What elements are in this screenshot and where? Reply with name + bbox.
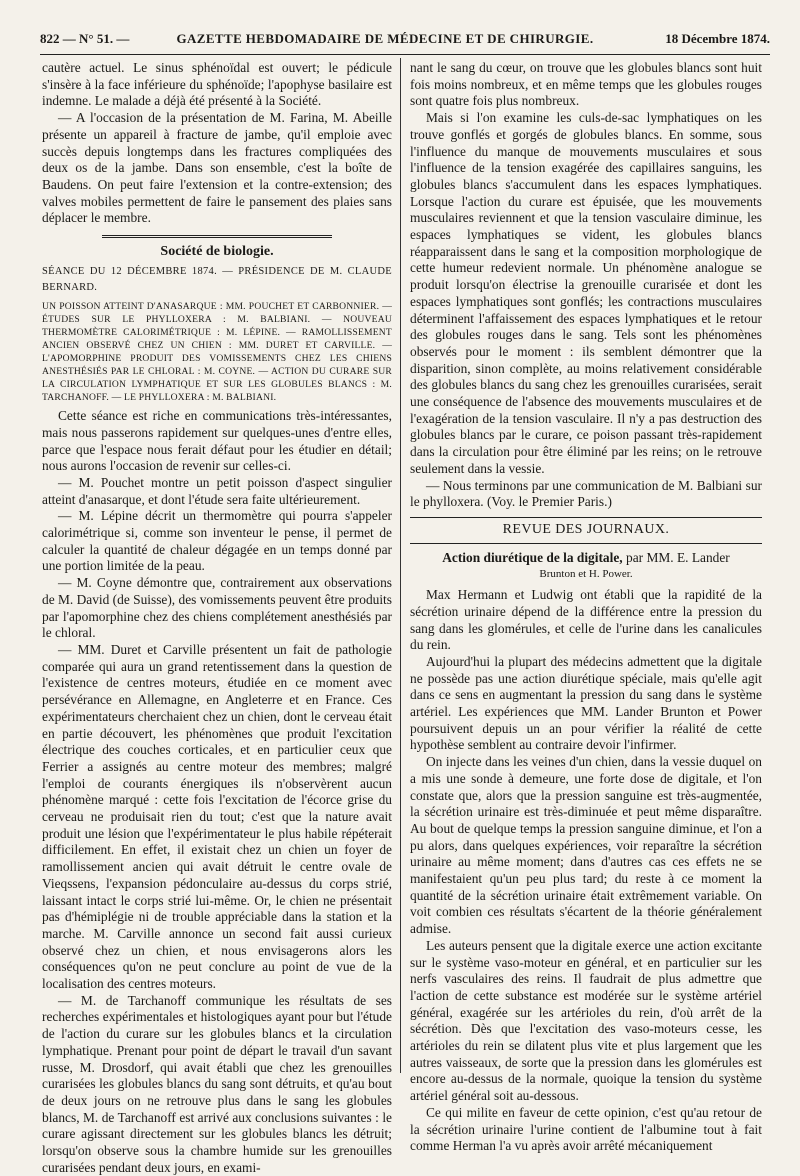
revue-heading: REVUE DES JOURNAUX. [410, 517, 762, 544]
paragraph: On injecte dans les veines d'un chien, dans la vessie duquel on a mis une sonde à demeure, une forte dose de digitale, et l'on constate que, alors que la pression sanguine est très-augmentée, la sécrétion urinaire est très-diminuée et peut même disparaître. Au bout de quelque temps la pression sanguine diminue, et l'on a pu alors, dans quelques expériences, voir reparaître la sécrétion urinaire au même moment; dans d'autres cas ces effets ne se manifestaient qu'un peu plus tard; du reste à ce moment la quantité de la sécrétion urinaire était extrêmement variable. On voit combien ces résultats s'écartent de la théorie généralement admise. [410, 754, 762, 937]
session-summary: UN POISSON ATTEINT D'ANASARQUE : MM. POUCHET ET CARBONNIER. — ÉTUDES SUR LE PHYLLOXERA : M. BALBIANI. — NOUVEAU THERMOMÈTRE CALORIMÉTRIQUE : M. LÉPINE. — RAMOLLISSEMENT ANCIEN OBSERVÉ CHEZ UN CHIEN : MM. DURET ET CARVILLE. — L'APOMORPHINE PRODUIT DES VOMISSEMENTS CHEZ LES CHIENS ANESTHÉSIÉS PAR LE CHLORAL : M. COYNE. — ACTION DU CURARE SUR LA CIRCULATION LYMPHATIQUE ET SUR LES GLOBULES BLANCS : M. TARCHANOFF. — LE PHYLLOXERA : M. BALBIANI. [42, 301, 392, 404]
paragraph: — M. Pouchet montre un petit poisson d'aspect singulier atteint d'anasarque, et dont l'étude sera faite ultérieurement. [42, 474, 392, 507]
paragraph: Max Hermann et Ludwig ont établi que la rapidité de la sécrétion urinaire dépend de la différence entre la pression du sang dans les glomérules, et celle de l'urine dans les canalicules du rein. [410, 587, 762, 653]
paragraph: nant le sang du cœur, on trouve que les globules blancs sont huit fois moins nombreux, et en même temps que les globules rouges sont quatre fois plus nombreux. [410, 60, 762, 109]
issue-number: — N° 51. — [62, 31, 130, 46]
section-divider [102, 235, 332, 238]
paragraph: cautère actuel. Le sinus sphénoïdal est ouvert; le pédicule s'insère à la face inférieure du sphénoïde; l'apophyse basilaire est indemne. Le malade a déjà été présenté à la Société. [42, 60, 392, 109]
paragraph: Les auteurs pensent que la digitale exerce une action excitante sur le système vaso-moteur en général, et en particulier sur les nerfs vasculaires des reins. Il faudrait de plus admettre que l'action de cette substance est modérée sur le système artériel général, exagérée sur les artérioles du rein, d'où arrêt de la sécrétion. Dès que l'excitation des vaso-moteurs cesse, les artérioles du rein se dilatent plus vite et plus largement que les autres vaisseaux, de sorte que la pression dans les glomérules est encore au-dessus de la normale, quoique la tension du système artériel général soit au-dessous. [410, 937, 762, 1104]
left-column [42, 60, 392, 1176]
page-header [40, 28, 770, 50]
paragraph: — M. Coyne démontre que, contrairement aux observations de M. David (de Suisse), des vomissements peuvent être produits par l'apomorphine chez des chiens complétement anesthésiés par le chloral. [42, 575, 392, 641]
paragraph: Aujourd'hui la plupart des médecins admettent que la digitale ne possède pas une action diurétique spéciale, mais qu'elle agit dans ce sens en augmentant la pression du sang dans le système artériel. Les expériences que MM. Lander Brunton et Power poursuivent depuis un an pour vérifier la réalité de cette hypothèse semblent au contraire devoir l'infirmer. [410, 653, 762, 753]
session-line: SÉANCE DU 12 DÉCEMBRE 1874. — PRÉSIDENCE DE M. CLAUDE BERNARD. [42, 265, 392, 294]
paragraph: Ce qui milite en faveur de cette opinion, c'est qu'au retour de la sécrétion urinaire l'urine contient de l'albumine tout à fait comme Herman l'a vu après avoir arrêté mécaniquement [410, 1104, 762, 1154]
journal-title: GAZETTE HEBDOMADAIRE DE MÉDECINE ET DE CHIRURGIE. [176, 31, 594, 46]
paragraph: Cette séance est riche en communications très-intéressantes, mais nous passerons rapidement sur quelques-unes d'entre elles, parce que l'espace nous ferait défaut pour les étudier en détail; nous aurons l'occasion de revenir sur celles-ci. [42, 408, 392, 474]
section-title: Société de biologie. [160, 244, 274, 260]
article-title-main: Action diurétique de la digitale, [442, 549, 623, 565]
column-divider [400, 58, 401, 1073]
paragraph: — Nous terminons par une communication de M. Balbiani sur le phylloxera. (Voy. le Premier Paris.) [410, 477, 762, 510]
issue-date: 18 Décembre 1874. [665, 31, 770, 46]
right-column [410, 60, 762, 1155]
article-title [410, 550, 762, 567]
page-number: 822 [40, 31, 60, 46]
paragraph: — MM. Duret et Carville présentent un fait de pathologie comparée qui aura un grand retentissement dans la question de l'existence de centres moteurs, étudiée en ce moment avec persévérance en Allemagne, en Angleterre et en France. Ces expérimentateurs cherchaient chez un chien, dont le cerveau était en partie découvert, les phénomènes que produit l'excitation électrique des couches corticales, et en particulier ceux que Ferrier a assignés au centre moteur des membres; malgré l'emploi de courants énergiques ils n'observèrent aucun phénomène marqué : cette fois l'excitation de l'écorce grise du cerveau ne produisait rien du tout; c'est que la nature avait produit une lésion que l'expérimentateur le plus habile répéterait difficilement. En effet, il existait chez un chien un foyer de ramollissement ancien qui avait détruit le centre ovale de Vieqssens, l'expansion pédonculaire au-dessus du corps strié, laissant intact le corps strié lui-même. Or, le chien ne présentait pas d'hémiplégie ni de trouble appréciable dans la station et la marche. M. Carville annonce un second fait aussi curieux observé chez un chien, et nous envisagerons alors les conséquences qu'on ne peut conclure au point de vue de la localisation des centres moteurs. [42, 641, 392, 992]
page-number-issue [40, 31, 140, 47]
paragraph: — A l'occasion de la présentation de M. Farina, M. Abeille présente un appareil à fracture de jambe, qu'il emploie avec succès depuis longtemps dans les fractures compliquées des deux os de la jambe. Dans son ensemble, c'est la boîte de Baudens. On peut faire l'extension et la contre-extension; des valves mobiles permettent de faire le pansement des plaies sans déplacer le membre. [42, 110, 392, 226]
header-rule [40, 54, 770, 55]
paragraph: — M. Lépine décrit un thermomètre qui pourra s'appeler calorimétrique si, comme son inventeur le pense, il permet de calculer la quantité de chaleur dégagée en un temps donné par une portion limitée de la peau. [42, 508, 392, 574]
article-authors-line2: Brunton et H. Power. [539, 568, 633, 581]
paragraph: — M. de Tarchanoff communique les résultats de ses recherches expérimentales et histologiques ayant pour but l'étude de l'action du curare sur les globules blancs et la circulation lymphatique. Prenant pour point de départ le travail d'un savant russe, M. Drosdorf, qui avait établi que chez les grenouilles curarisées les globules blancs du sang sont détruits, et qu'au bout de deux jours on ne retrouve plus dans le sang les globules blancs, M. de Tarchanoff est arrivé aux conclusions suivantes : le curare agissant directement sur les globules blancs les détruit; lorsqu'on observe sous la chambre humide sur les grenouilles curarisées pendant deux jours, en exami- [42, 992, 392, 1175]
paragraph: Mais si l'on examine les culs-de-sac lymphatiques on les trouve gonflés et gorgés de globules blancs. En somme, sous l'influence du manque de mouvements musculaires et sous l'influence de la tension exagérée des capillaires sanguins, les globules blancs s'accumulent dans les espaces lymphatiques. Lorsque l'action du curare est épuisée, que les mouvements musculaires reviennent et que la tension vasculaire diminue, les espaces lymphatiques se vident, les globules blancs réapparaissent dans le sang et la composition morphologique de cette humeur redevient normale. Un phénomène analogue se produit lorsqu'on électrise la grenouille curarisée et dont les espaces lymphatiques sont gonflés; les contractions musculaires déterminent l'affaissement des espaces lymphatiques et le retour des globules rouges dans le sang. Tels sont les phénomènes observés pour le moment : ils semblent démontrer que la disparition, sinon complète, au moins relativement considérable des globules blancs du sang chez les grenouilles curarisées, serait une conséquence de l'absence des mouvements musculaires et de l'exagération de la tension vasculaire. Il n'y a pas destruction des globules blancs par le curare, ce poison passant très-rapidement dans la circulation pour être éliminé par les reins; on le retrouve seulement dans la vessie. [410, 110, 762, 476]
article-authors-line1: par MM. E. Lander [626, 549, 730, 565]
